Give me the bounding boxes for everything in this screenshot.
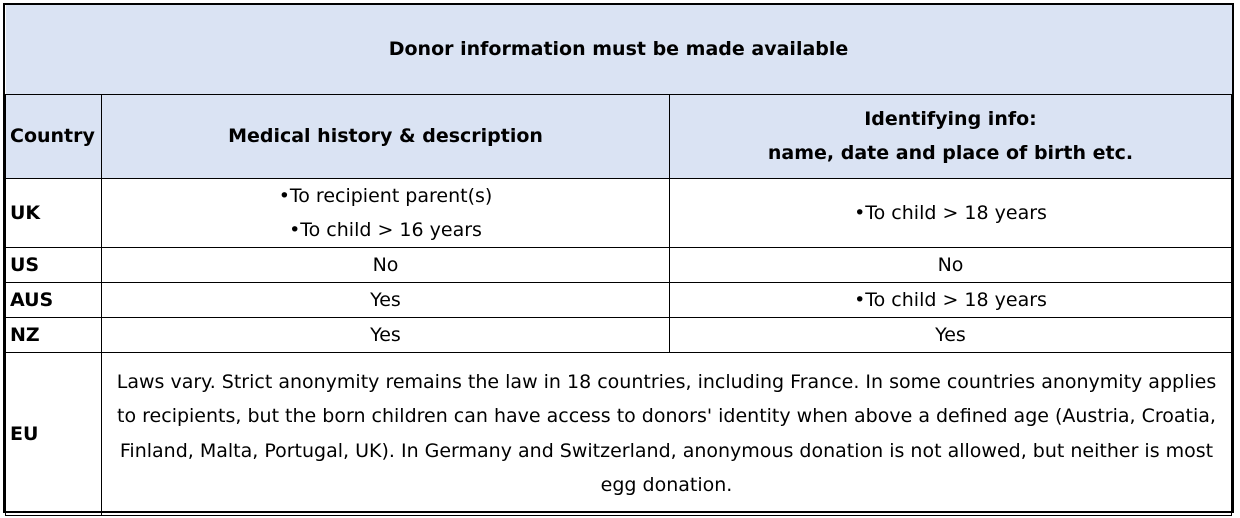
table-title: Donor information must be made available [6,5,1232,94]
table-row [6,282,1232,317]
donor-info-table-frame [3,3,1234,513]
identifying-header-line1: Identifying info: [864,108,1037,130]
identifying-cell: No [670,247,1232,282]
country-column-header: Country [6,94,102,178]
country-cell: US [6,247,102,282]
medical-cell: No [102,247,670,282]
medical-cell [102,178,670,247]
medical-line: •To recipient parent(s) [278,184,493,207]
country-cell: EU [6,352,102,515]
identifying-cell: •To child > 18 years [670,178,1232,247]
country-cell: NZ [6,317,102,352]
identifying-header-line2: name, date and place of birth etc. [767,142,1134,164]
eu-description-cell: Laws vary. Strict anonymity remains the law in 18 countries, including France. In some countries anonymity applies to recipients, but the born children can have access to donors' identity when above a defined age (Austria, Croatia, Finland, Malta, Portugal, UK). In Germany and Switzerland, anonymous donation is not allowed, but neither is most egg donation. [102,352,1232,515]
table-row [6,352,1232,515]
medical-cell: Yes [102,317,670,352]
table-row [6,317,1232,352]
medical-line: •To child > 16 years [289,218,482,241]
table-row [6,178,1232,247]
medical-cell: Yes [102,282,670,317]
donor-info-table [5,5,1232,516]
medical-column-header: Medical history & description [102,94,670,178]
table-row [6,247,1232,282]
country-cell: AUS [6,282,102,317]
country-cell: UK [6,178,102,247]
identifying-column-header [670,94,1232,178]
identifying-cell: •To child > 18 years [670,282,1232,317]
identifying-cell: Yes [670,317,1232,352]
